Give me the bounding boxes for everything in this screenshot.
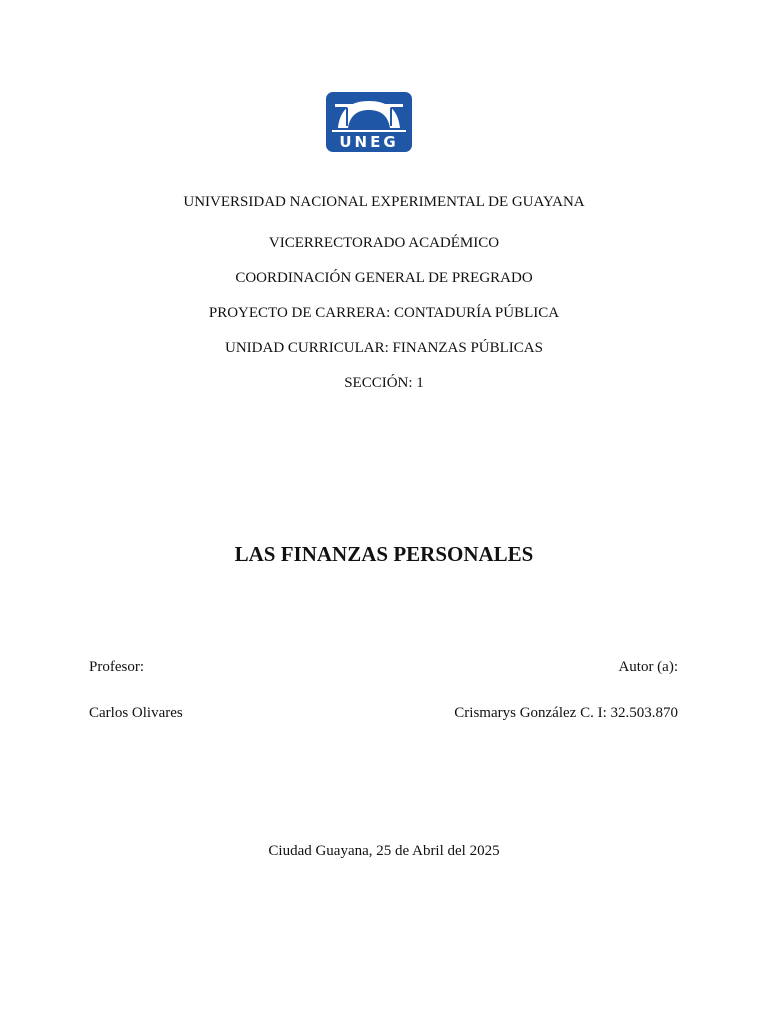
seccion-line: SECCIÓN: 1 [344,375,424,391]
professor-label: Profesor: [89,659,144,675]
proyecto-line: PROYECTO DE CARRERA: CONTADURÍA PÚBLICA [208,305,560,321]
author-label: Autor (a): [618,659,678,675]
vicerrectorado-line: VICERRECTORADO ACADÉMICO [268,235,500,251]
uneg-logo [326,92,412,152]
place-date: Ciudad Guayana, 25 de Abril del 2025 [268,843,500,859]
uneg-logo-emblem-icon [326,92,412,152]
professor-name: Carlos Olivares [89,705,183,721]
unidad-curricular-line: UNIDAD CURRICULAR: FINANZAS PÚBLICAS [225,340,543,356]
coordinacion-line: COORDINACIÓN GENERAL DE PREGRADO [235,270,533,286]
logo-text: UNEG [339,133,399,151]
author-name: Crismarys González C. I: 32.503.870 [454,705,678,721]
university-name: UNIVERSIDAD NACIONAL EXPERIMENTAL DE GUAYANA [183,194,585,210]
document-title: LAS FINANZAS PERSONALES [234,542,534,566]
